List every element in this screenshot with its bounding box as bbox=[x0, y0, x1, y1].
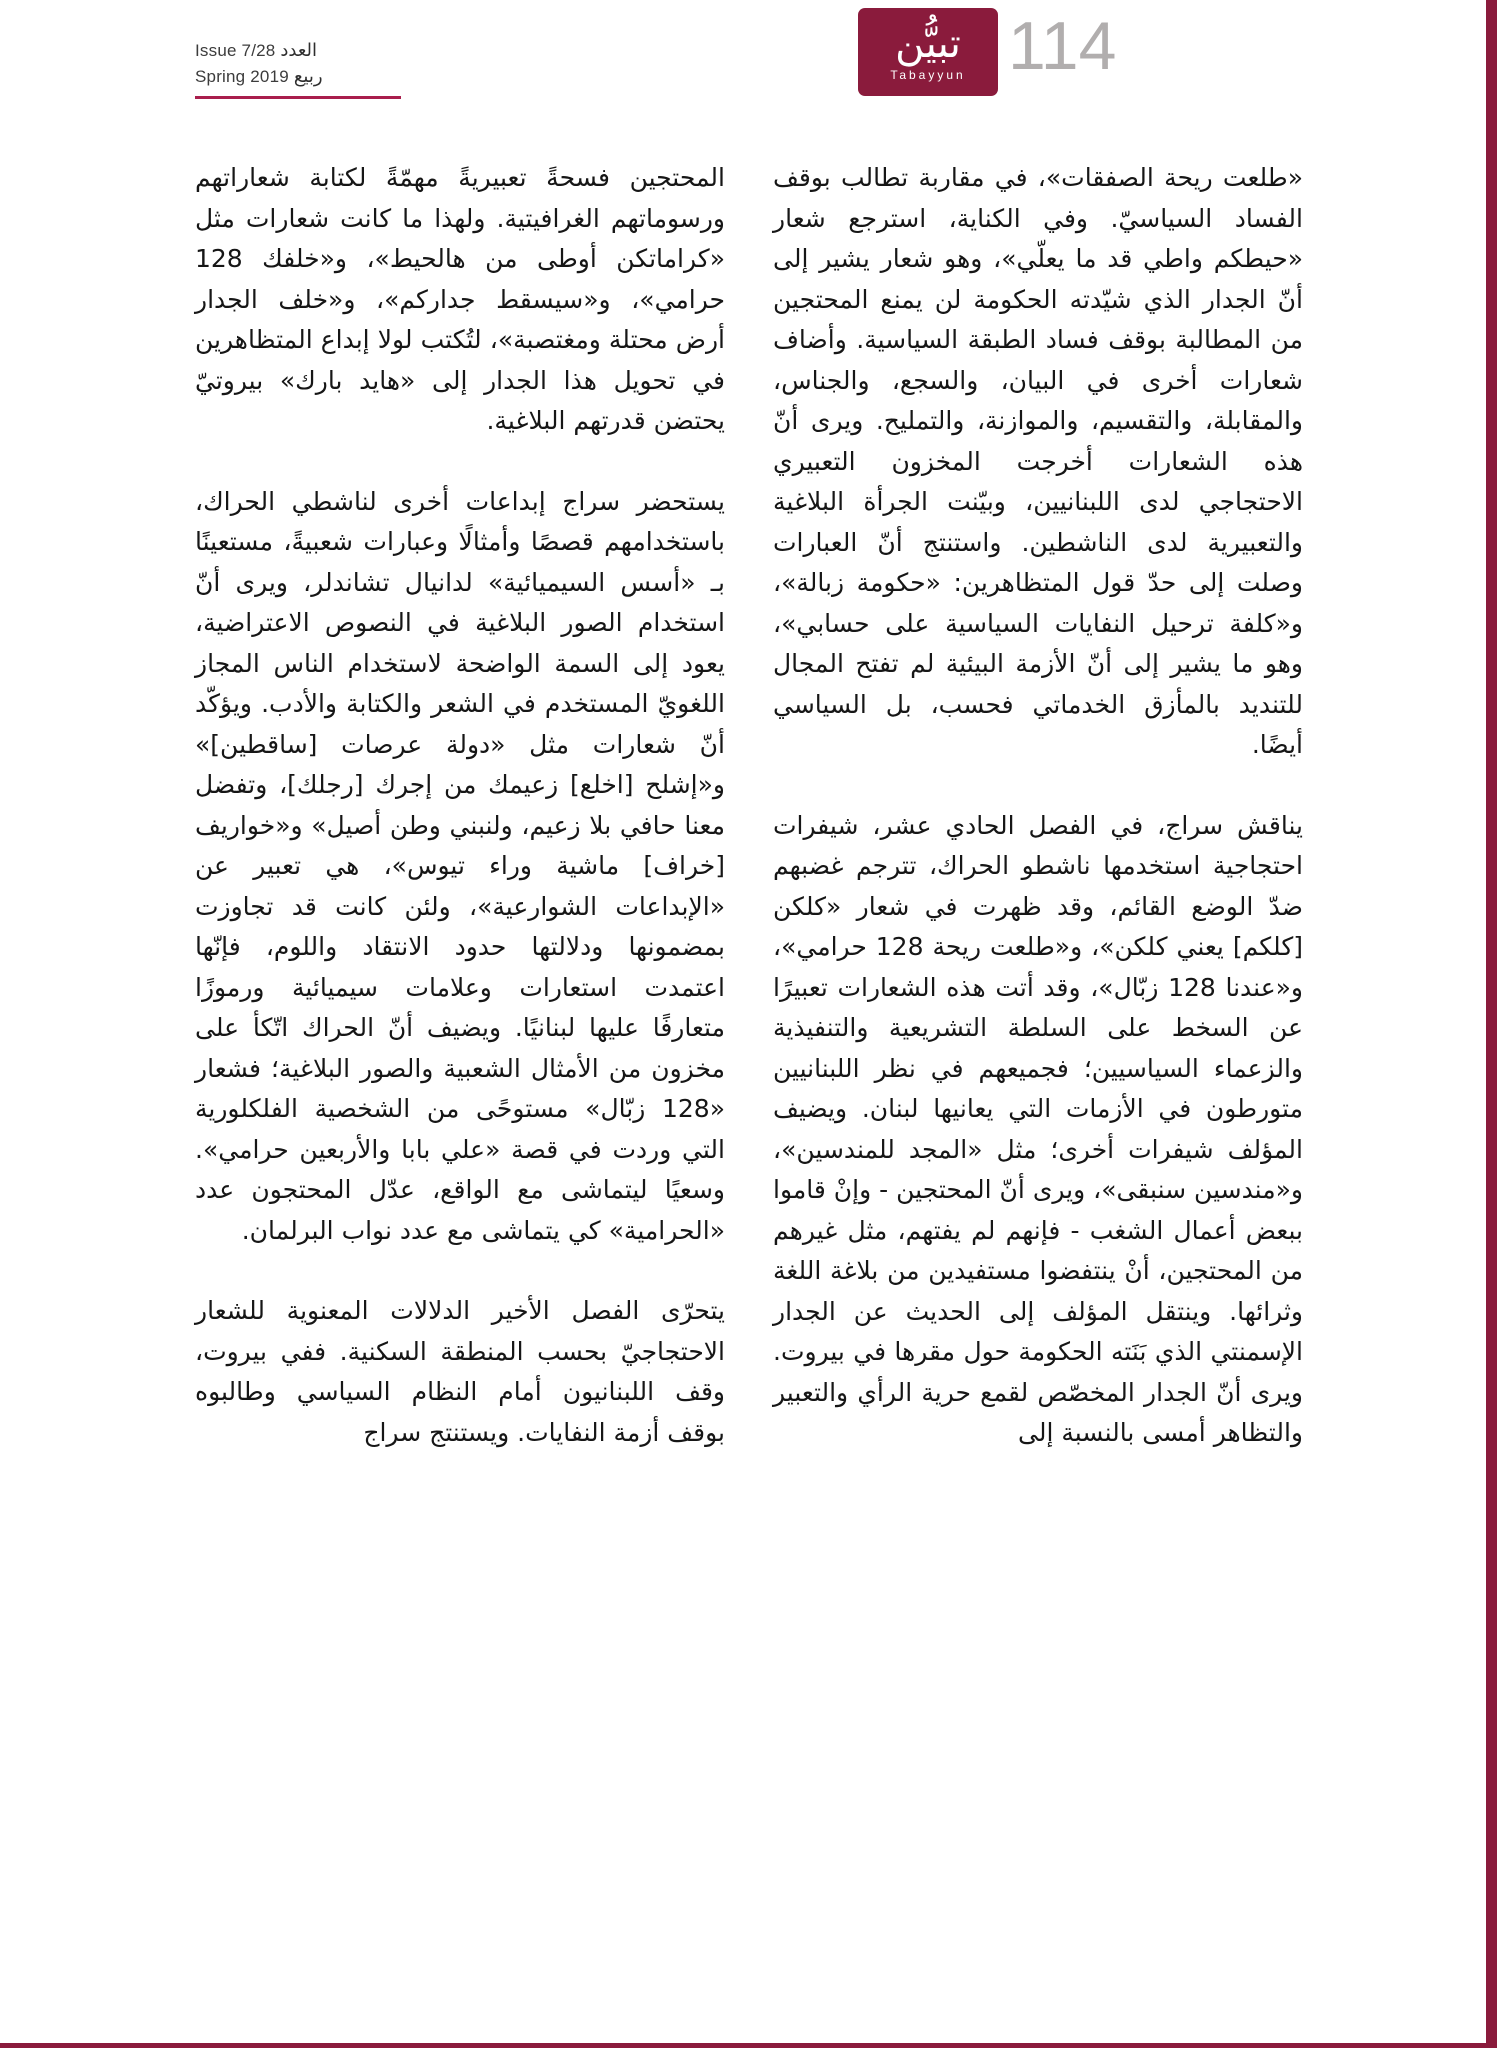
issue-info bbox=[195, 40, 401, 99]
season-line bbox=[195, 66, 401, 87]
page-number: 114 bbox=[1008, 8, 1117, 84]
paragraph: المحتجين فسحةً تعبيريةً مهمّةً لكتابة شعاراتهم ورسوماتهم الغرافيتية. ولهذا ما كانت شعارات مثل «كراماتكن أوطى من هالحيط»، و«خلفك 128 حرامي»، و«سيسقط جداركم»، و«خلف الجدار أرض محتلة ومغتصبة»، لتُكتب لولا إبداع المتظاهرين في تحويل هذا الجدار إلى «هايد بارك» بيروتيّ يحتضن قدرتهم البلاغية. bbox=[195, 163, 725, 435]
journal-logo-latin: Tabayyun bbox=[890, 68, 966, 82]
issue-underline bbox=[195, 96, 401, 99]
page-edge-strip bbox=[1486, 0, 1497, 2048]
issue-label-ar: العدد bbox=[280, 40, 318, 61]
issue-label-en: Issue 7/28 bbox=[195, 41, 276, 60]
paragraph: يناقش سراج، في الفصل الحادي عشر، شيفرات احتجاجية استخدمها ناشطو الحراك، تترجم غضبهم ضدّ الوضع القائم، وقد ظهرت في شعار «كلكن [كلكم] يعني كلكن»، و«طلعت ريحة 128 حرامي»، و«عندنا 128 زبّال»، وقد أتت هذه الشعارات تعبيرًا عن السخط على السلطة التشريعية والتنفيذية والزعماء السياسيين؛ فجميعهم في نظر اللبنانيين متورطون في الأزمات التي يعانيها لبنان. ويضيف المؤلف شيفرات أخرى؛ مثل «المجد للمندسين»، و«مندسين سنبقى»، ويرى أنّ المحتجين - وإنْ قاموا ببعض أعمال الشغب - فإنهم لم يفتهم، مثل غيرهم من المحتجين، أنْ ينتفضوا مستفيدين من بلاغة اللغة وثرائها. وينتقل المؤلف إلى الحديث عن الجدار الإسمنتي الذي بَنَته الحكومة حول مقرها في بيروت. ويرى أنّ الجدار المخصّص لقمع حرية الرأي والتعبير والتظاهر أمسى بالنسبة إلى bbox=[773, 810, 1303, 1447]
journal-logo-arabic: تبيُّن bbox=[895, 21, 961, 67]
bottom-rule bbox=[0, 2043, 1497, 2048]
season-label-ar: ربيع bbox=[293, 66, 323, 87]
column-right bbox=[773, 158, 1303, 1454]
season-label-en: Spring 2019 bbox=[195, 67, 289, 86]
issue-line bbox=[195, 40, 401, 61]
paragraph: يستحضر سراج إبداعات أخرى لناشطي الحراك، باستخدامهم قصصًا وأمثالًا وعبارات شعبيةً، مستعينًا بـ «أسس السيميائية» لدانيال تشاندلر، ويرى أنّ استخدام الصور البلاغية في النصوص الاعتراضية، يعود إلى السمة الواضحة لاستخدام الناس المجاز اللغويّ المستخدم في الشعر والكتابة والأدب. ويؤكّد أنّ شعارات مثل «دولة عرصات [ساقطين]» و«إشلح [اخلع] زعيمك من إجرك [رجلك]، وتفضل معنا حافي بلا زعيم، ولنبني وطن أصيل» و«خواريف [خراف] ماشية وراء تيوس»، هي تعبير عن «الإبداعات الشوارعية»، ولئن كانت قد تجاوزت بمضمونها ودلالتها حدود الانتقاد واللوم، فإنّها اعتمدت استعارات وعلامات سيميائية ورموزًا متعارفًا عليها لبنانيًا. ويضيف أنّ الحراك اتّكأ على مخزون من الأمثال الشعبية والصور البلاغية؛ فشعار «128 زبّال» مستوحًى من الشخصية الفلكلورية التي وردت في قصة «علي بابا والأربعين حرامي». وسعيًا ليتماشى مع الواقع، عدّل المحتجون عدد «الحرامية» كي يتماشى مع عدد نواب البرلمان. bbox=[195, 486, 725, 1245]
paragraph: «طلعت ريحة الصفقات»، في مقاربة تطالب بوقف الفساد السياسيّ. وفي الكناية، استرجع شعار «حيطكم واطي قد ما يعلّي»، وهو شعار يشير إلى أنّ الجدار الذي شيّدته الحكومة لن يمنع المحتجين من المطالبة بوقف فساد الطبقة السياسية. وأضاف شعارات أخرى في البيان، والسجع، والجناس، والمقابلة، والتقسيم، والموازنة، والتمليح. ويرى أنّ هذه الشعارات أخرجت المخزون التعبيري الاحتجاجي لدى اللبنانيين، وبيّنت الجرأة البلاغية والتعبيرية لدى الناشطين. واستنتج أنّ العبارات وصلت إلى حدّ قول المتظاهرين: «حكومة زبالة»، و«كلفة ترحيل النفايات السياسية على حسابي»، وهو ما يشير إلى أنّ الأزمة البيئية لم تفتح المجال للتنديد بالمأزق الخدماتي فحسب، بل السياسي أيضًا. bbox=[773, 163, 1303, 759]
journal-logo bbox=[858, 8, 998, 96]
column-left bbox=[195, 158, 725, 1454]
paragraph: يتحرّى الفصل الأخير الدلالات المعنوية للشعار الاحتجاجيّ بحسب المنطقة السكنية. ففي بيروت، وقف اللبنانيون أمام النظام السياسي وطالبوه بوقف أزمة النفايات. ويستنتج سراج bbox=[195, 1296, 725, 1447]
text-columns bbox=[195, 158, 1303, 1454]
